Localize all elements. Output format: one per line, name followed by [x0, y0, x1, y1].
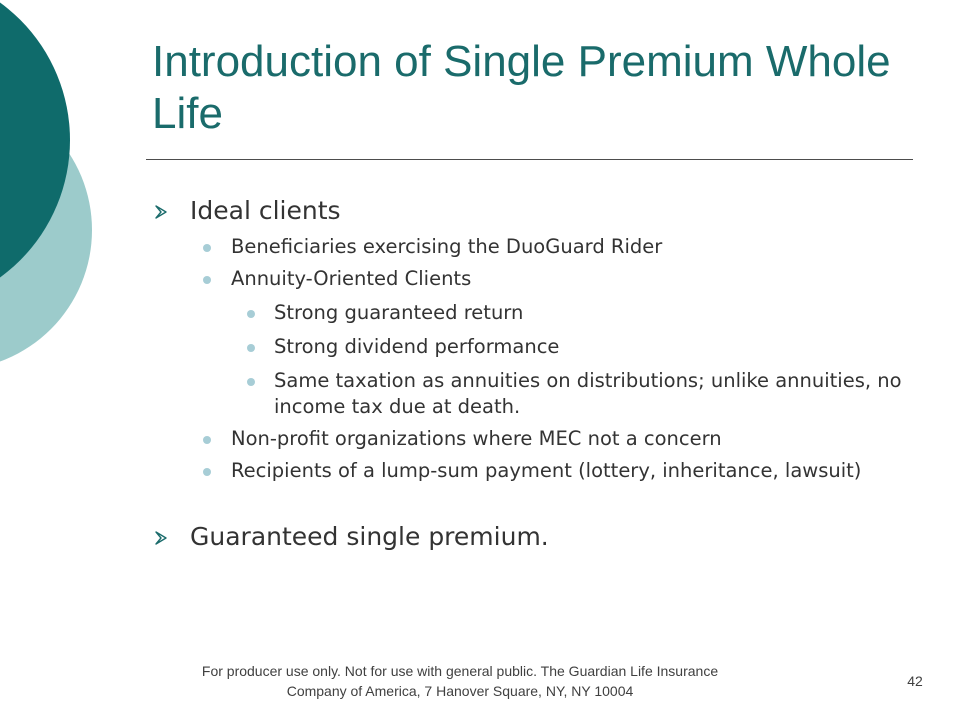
round-dot-bullet-icon: [203, 244, 211, 252]
hollow-chevron-bullet-icon: [155, 194, 177, 228]
round-dot-bullet-icon: [247, 378, 255, 386]
sub-sub-bullet-item: [152, 334, 932, 360]
page-number: 42: [907, 673, 923, 689]
round-dot-bullet-icon: [247, 310, 255, 318]
round-dot-bullet-icon: [203, 436, 211, 444]
sub-bullet-text: Non-profit organizations where MEC not a concern: [231, 427, 722, 450]
round-dot-bullet-icon: [203, 276, 211, 284]
bullet-text: Ideal clients: [190, 196, 341, 225]
sub-sub-bullet-item: [152, 368, 932, 420]
bullet-item-guaranteed-premium: [152, 520, 932, 554]
bullet-text: Guaranteed single premium.: [190, 522, 549, 551]
footer-line: Company of America, 7 Hanover Square, NY, NY 10004: [286, 683, 634, 699]
footer-disclaimer: [100, 661, 820, 701]
sub-bullet-item: [152, 266, 932, 292]
bullet-item-ideal-clients: [152, 194, 932, 228]
round-dot-bullet-icon: [203, 468, 211, 476]
slide-title: Introduction of Single Premium Whole Life: [152, 37, 891, 138]
hollow-chevron-bullet-icon: [155, 520, 177, 554]
sub-bullet-item: [152, 234, 932, 260]
sub-sub-bullet-text: Strong dividend performance: [274, 335, 560, 358]
footer-line: For producer use only. Not for use with general public. The Guardian Life Insurance: [201, 663, 719, 679]
sub-bullet-text: Annuity-Oriented Clients: [231, 267, 472, 290]
sub-sub-bullet-item: [152, 300, 932, 326]
sub-sub-bullet-text: Strong guaranteed return: [274, 301, 524, 324]
sub-bullet-item: [152, 426, 932, 452]
sub-bullet-item: [152, 458, 932, 484]
sub-bullet-text: Recipients of a lump-sum payment (lottery, inheritance, lawsuit): [231, 459, 862, 482]
sub-bullet-text: Beneficiaries exercising the DuoGuard Rider: [231, 235, 663, 258]
title-divider: [146, 159, 913, 160]
sub-sub-bullet-text: Same taxation as annuities on distributions; unlike annuities, no income tax due at death.: [274, 369, 902, 418]
round-dot-bullet-icon: [247, 344, 255, 352]
bullet-list: [152, 194, 932, 554]
spacer: [152, 484, 932, 520]
